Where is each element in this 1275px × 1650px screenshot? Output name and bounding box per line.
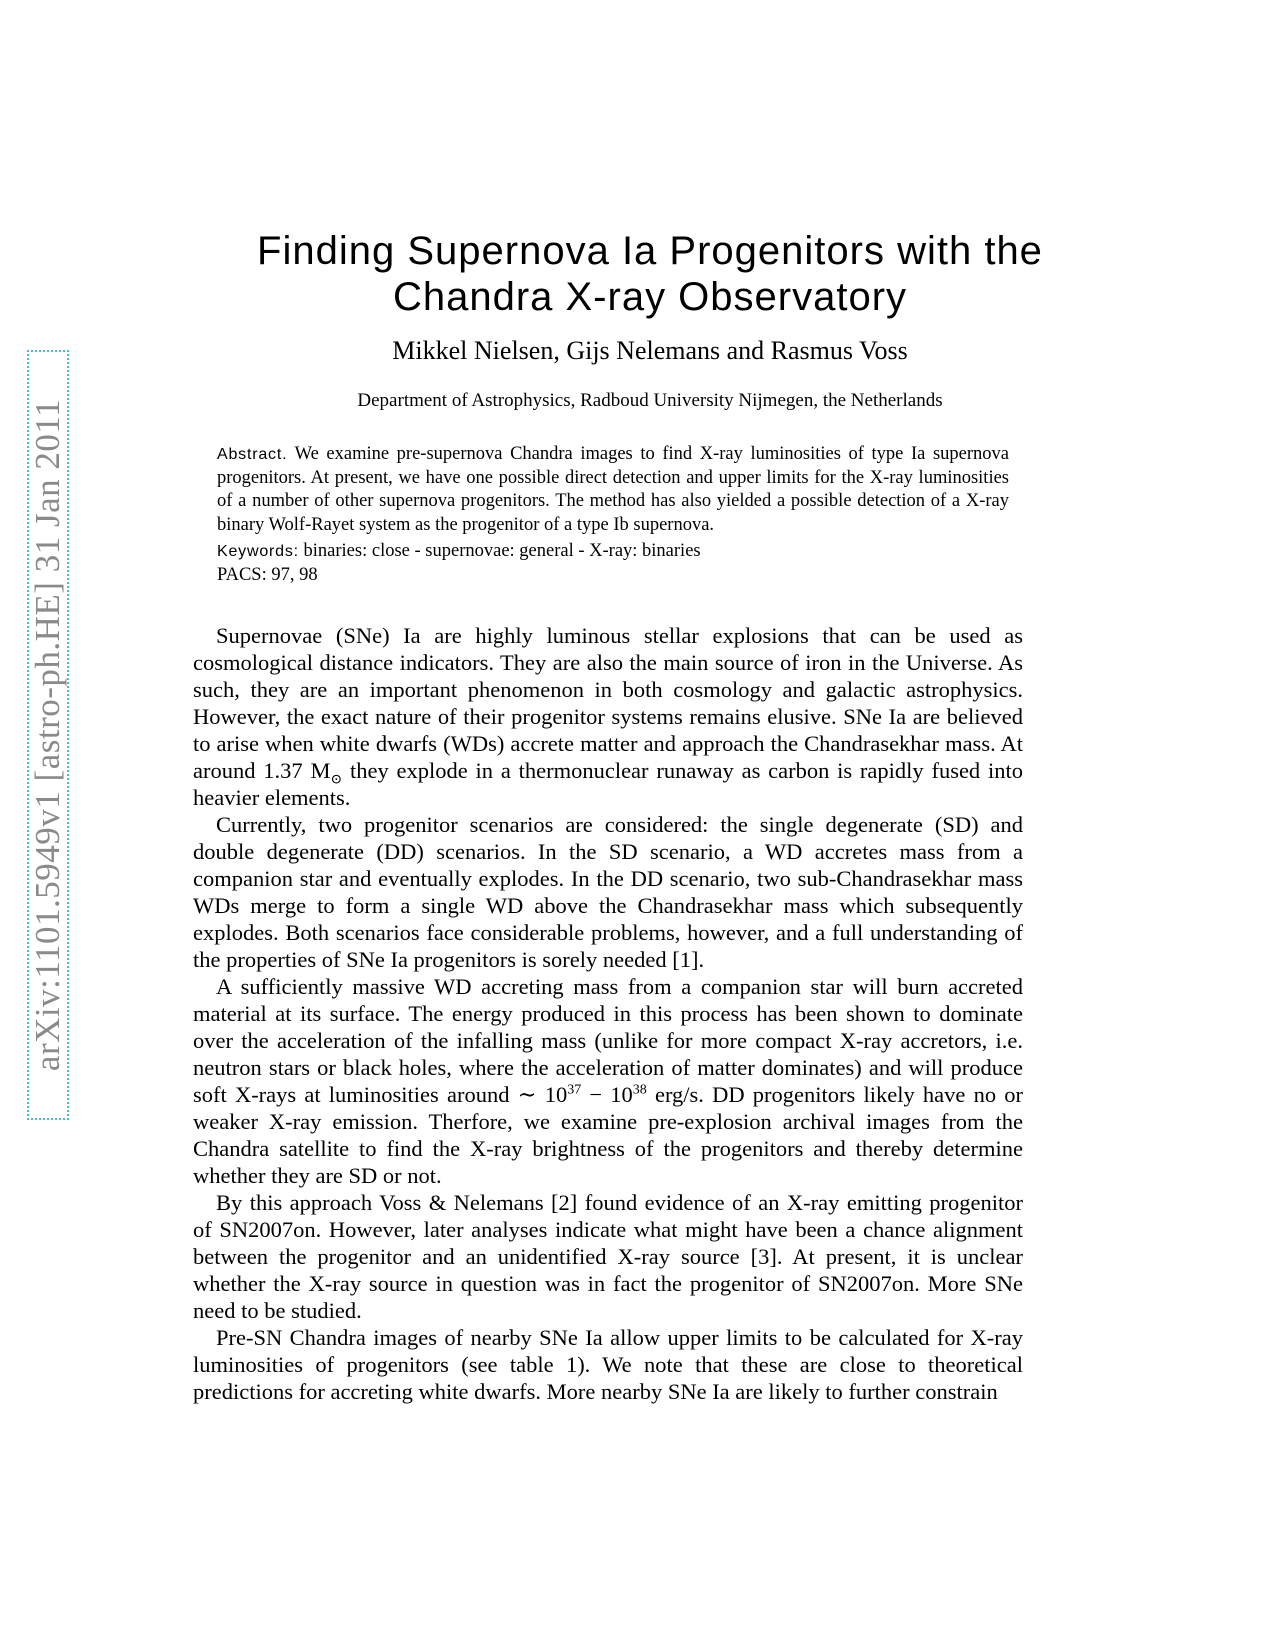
paragraph-3-mid: − 10 [581, 1082, 633, 1107]
keywords-block [217, 540, 1009, 587]
arxiv-stamp [27, 350, 69, 1120]
keywords-text: binaries: close - supernovae: general - X-ray: binaries [303, 541, 701, 561]
arxiv-identifier: arXiv:1101.5949v1 [astro-ph.HE] 31 Jan 2011 [28, 398, 67, 1072]
pacs-label: PACS: [217, 564, 267, 585]
paragraph-4: By this approach Voss & Nelemans [2] found evidence of an X-ray emitting progenitor of SN2007on. However, later analyses indicate what might have been a chance alignment between the progenitor and an unidentified X-ray source [3]. At present, it is unclear whether the X-ray source in question was in fact the progenitor of SN2007on. More SNe need to be studied. [193, 1190, 1023, 1323]
title-line-2: Chandra X-ray Observatory [392, 275, 908, 319]
solar-symbol: ⊙ [330, 772, 343, 788]
paragraph-1 [193, 622, 1023, 811]
paragraph-3-part-a: A sufficiently massive WD accreting mass from a companion star will burn accreted material at its surface. The energy produced in this process has been shown to dominate over the acceleration of the infalling mass (unlike for more compact X-ray accretors, i.e. neutron stars or black holes, where the acceleration of matter dominates) and will produce soft X-rays at luminosities around ∼ 10 [193, 974, 1023, 1107]
paragraph-5: Pre-SN Chandra images of nearby SNe Ia allow upper limits to be calculated for X-ray luminosities of progenitors (see table 1). We note that these are close to theoretical predictions for accreting white dwarfs. More nearby SNe Ia are likely to further constrain [193, 1325, 1023, 1404]
pacs-text: 97, 98 [271, 564, 318, 585]
paragraph-3-part-b: erg/s. DD progenitors likely have no or weaker X-ray emission. Therfore, we examine pre-explosion archival images from the Chandra satellite to find the X-ray brightness of the progenitors and thereby determine whether they are SD or not. [193, 1082, 1023, 1188]
exponent-38: 38 [632, 1082, 647, 1098]
abstract [217, 443, 1009, 537]
body-text [193, 622, 1023, 1405]
paragraph-3 [193, 973, 1023, 1189]
keywords-label: Keywords: [217, 543, 299, 560]
paragraph-1-part-b: they explode in a thermonuclear runaway as carbon is rapidly fused into heavier elements. [193, 758, 1023, 810]
abstract-text: We examine pre-supernova Chandra images to find X-ray luminosities of type Ia supernova progenitors. At present, we have one possible direct detection and upper limits for the X-ray luminosities of a number of other supernova progenitors. The method has also yielded a possible detection of a X-ray binary Wolf-Rayet system as the progenitor of a type Ib supernova. [217, 444, 1009, 535]
paragraph-2: Currently, two progenitor scenarios are considered: the single degenerate (SD) and double degenerate (DD) scenarios. In the SD scenario, a WD accretes mass from a companion star and eventually explodes. In the DD scenario, two sub-Chandrasekhar mass WDs merge to form a single WD above the Chandrasekhar mass which subsequently explodes. Both scenarios face considerable problems, however, and a full understanding of the properties of SNe Ia progenitors is sorely needed [1]. [193, 812, 1023, 972]
paragraph-1-part-a: Supernovae (SNe) Ia are highly luminous stellar explosions that can be used as cosmological distance indicators. They are also the main source of iron in the Universe. As such, they are an important phenomenon in both cosmology and galactic astrophysics. However, the exact nature of their progenitor systems remains elusive. SNe Ia are believed to arise when white dwarfs (WDs) accrete matter and approach the Chandrasekhar mass. At around 1.37 M [193, 623, 1023, 783]
title-line-1: Finding Supernova Ia Progenitors with the [257, 229, 1043, 273]
paper-title [150, 228, 1150, 320]
abstract-label: Abstract. [217, 446, 288, 463]
exponent-37: 37 [567, 1082, 582, 1098]
author-list: Mikkel Nielsen, Gijs Nelemans and Rasmus Voss [392, 336, 908, 365]
affiliation: Department of Astrophysics, Radboud University Nijmegen, the Netherlands [357, 390, 943, 411]
